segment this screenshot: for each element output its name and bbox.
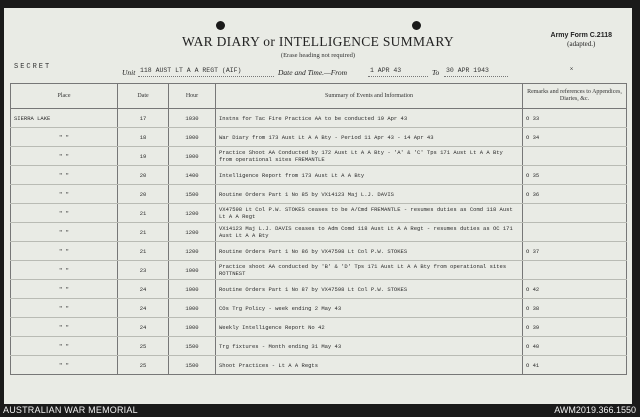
form-adapted: (adapted.) (567, 40, 596, 48)
summary-cell: Instns for Tac Fire Practice AA to be conducted 19 Apr 43 (216, 109, 523, 128)
summary-cell: Shoot Practices - Lt A A Regts (216, 356, 523, 375)
summary-cell: Practice shoot AA conducted by 'B' & 'D' Tps 171 Aust Lt A A Bty from operational sites ROTTNEST (216, 261, 523, 280)
remarks-cell: O 42 (523, 280, 627, 299)
hour-cell: 1000 (169, 318, 216, 337)
unit-underline (138, 76, 274, 77)
date-cell: 23 (118, 261, 169, 280)
table-row (11, 223, 627, 242)
place-cell: " " (11, 185, 118, 204)
place-cell: " " (11, 299, 118, 318)
table-row (11, 128, 627, 147)
date-cell: 24 (118, 280, 169, 299)
page-subtitle: (Erase heading not required) (280, 52, 356, 59)
page-title: WAR DIARY or INTELLIGENCE SUMMARY (182, 34, 454, 49)
summary-cell: VX47598 Lt Col P.W. STOKES ceases to be A/Cmd FREMANTLE - resumes duties as Comd 118 Aust Lt A A Regt (216, 204, 523, 223)
date-cell: 18 (118, 128, 169, 147)
remarks-cell: O 38 (523, 299, 627, 318)
datetime-label: Date and Time.—From (278, 68, 348, 77)
table-row (11, 299, 627, 318)
place-cell: " " (11, 280, 118, 299)
remarks-cell: O 40 (523, 337, 627, 356)
table-row (11, 109, 627, 128)
summary-cell: Routine Orders Part 1 No 85 by VX14123 Maj L.J. DAVIS (216, 185, 523, 204)
table-row (11, 242, 627, 261)
hour-cell: 1200 (169, 223, 216, 242)
column-header-summary: Summary of Events and Information (216, 84, 523, 109)
summary-cell: Weekly Intelligence Report No 42 (216, 318, 523, 337)
date-cell: 21 (118, 242, 169, 261)
place-cell: " " (11, 147, 118, 166)
table-row (11, 166, 627, 185)
punch-hole (412, 21, 421, 30)
place-cell: SIERRA LAKE (11, 109, 118, 128)
remarks-cell: O 39 (523, 318, 627, 337)
hour-cell: 1200 (169, 242, 216, 261)
summary-cell: VX14123 Maj L.J. DAVIS ceases to Adm Comd 118 Aust Lt A A Regt - resumes duties as OC 171 Aust Lt A A Bty (216, 223, 523, 242)
remarks-cell (523, 261, 627, 280)
hour-cell: 1000 (169, 147, 216, 166)
remarks-cell: O 41 (523, 356, 627, 375)
remarks-cell (523, 204, 627, 223)
date-cell: 20 (118, 166, 169, 185)
place-cell: " " (11, 242, 118, 261)
place-cell: " " (11, 128, 118, 147)
column-header-date: Date (118, 84, 169, 109)
summary-cell: Intelligence Report from 173 Aust Lt A A Bty (216, 166, 523, 185)
hour-cell: 1000 (169, 261, 216, 280)
summary-cell: Routine Orders Part 1 No 87 by VX47598 Lt Col P.W. STOKES (216, 280, 523, 299)
hour-cell: 1500 (169, 185, 216, 204)
to-underline (444, 76, 508, 77)
hour-cell: 1500 (169, 356, 216, 375)
summary-cell: COs Trg Policy - week ending 2 May 43 (216, 299, 523, 318)
remarks-cell: O 33 (523, 109, 627, 128)
remarks-cell: O 35 (523, 166, 627, 185)
summary-cell: Trg fixtures - Month ending 31 May 43 (216, 337, 523, 356)
place-cell: " " (11, 318, 118, 337)
place-cell: " " (11, 204, 118, 223)
date-cell: 20 (118, 185, 169, 204)
remarks-cell: O 34 (523, 128, 627, 147)
archive-reference: AWM2019.366.1550 (554, 405, 636, 415)
column-header-place: Place (11, 84, 118, 109)
summary-cell: Routine Orders Part 1 No 86 by VX47598 Lt Col P.W. STOKES (216, 242, 523, 261)
unit-label: Unit (122, 68, 136, 77)
archive-credit: AUSTRALIAN WAR MEMORIAL (3, 405, 138, 415)
hour-cell: 1000 (169, 128, 216, 147)
date-cell: 21 (118, 204, 169, 223)
place-cell: " " (11, 261, 118, 280)
column-header-hour: Hour (169, 84, 216, 109)
place-cell: " " (11, 166, 118, 185)
date-cell: 25 (118, 337, 169, 356)
table-row (11, 204, 627, 223)
hour-cell: 1000 (169, 280, 216, 299)
remarks-cell (523, 147, 627, 166)
date-cell: 19 (118, 147, 169, 166)
from-underline (368, 76, 428, 77)
date-cell: 24 (118, 318, 169, 337)
table-row (11, 337, 627, 356)
pen-mark: ˟ (570, 66, 574, 75)
unit-value: 118 AUST LT A A REGT (AIF) (140, 67, 242, 74)
hour-cell: 1400 (169, 166, 216, 185)
date-cell: 25 (118, 356, 169, 375)
summary-cell: War Diary from 173 Aust Lt A A Bty - Period 11 Apr 43 - 14 Apr 43 (216, 128, 523, 147)
place-cell: " " (11, 337, 118, 356)
punch-hole (216, 21, 225, 30)
date-cell: 24 (118, 299, 169, 318)
remarks-cell: O 37 (523, 242, 627, 261)
hour-cell: 1200 (169, 204, 216, 223)
table-row (11, 280, 627, 299)
hour-cell: 1500 (169, 337, 216, 356)
table-row (11, 356, 627, 375)
classification-stamp: SECRET (14, 63, 52, 71)
from-date: 1 APR 43 (370, 67, 402, 74)
date-cell: 21 (118, 223, 169, 242)
to-label: To (432, 68, 440, 77)
table-row (11, 147, 627, 166)
table-row (11, 318, 627, 337)
diary-table (10, 83, 627, 375)
remarks-cell: O 36 (523, 185, 627, 204)
diary-sheet (4, 8, 632, 404)
form-identifier (551, 32, 612, 48)
table-row (11, 261, 627, 280)
to-date: 30 APR 1943 (446, 67, 489, 74)
remarks-cell (523, 223, 627, 242)
date-cell: 17 (118, 109, 169, 128)
hour-cell: 1000 (169, 299, 216, 318)
place-cell: " " (11, 356, 118, 375)
form-number: Army Form C.2118 (550, 32, 612, 39)
column-header-remarks: Remarks and references to Appendices, Diaries, &c. (523, 84, 627, 109)
hour-cell: 1030 (169, 109, 216, 128)
place-cell: " " (11, 223, 118, 242)
table-row (11, 185, 627, 204)
table-header-row (11, 84, 627, 109)
summary-cell: Practice Shoot AA Conducted by 172 Aust Lt A A Bty - 'A' & 'C' Tps 171 Aust Lt A A Bty from operational sites FREMANTLE (216, 147, 523, 166)
